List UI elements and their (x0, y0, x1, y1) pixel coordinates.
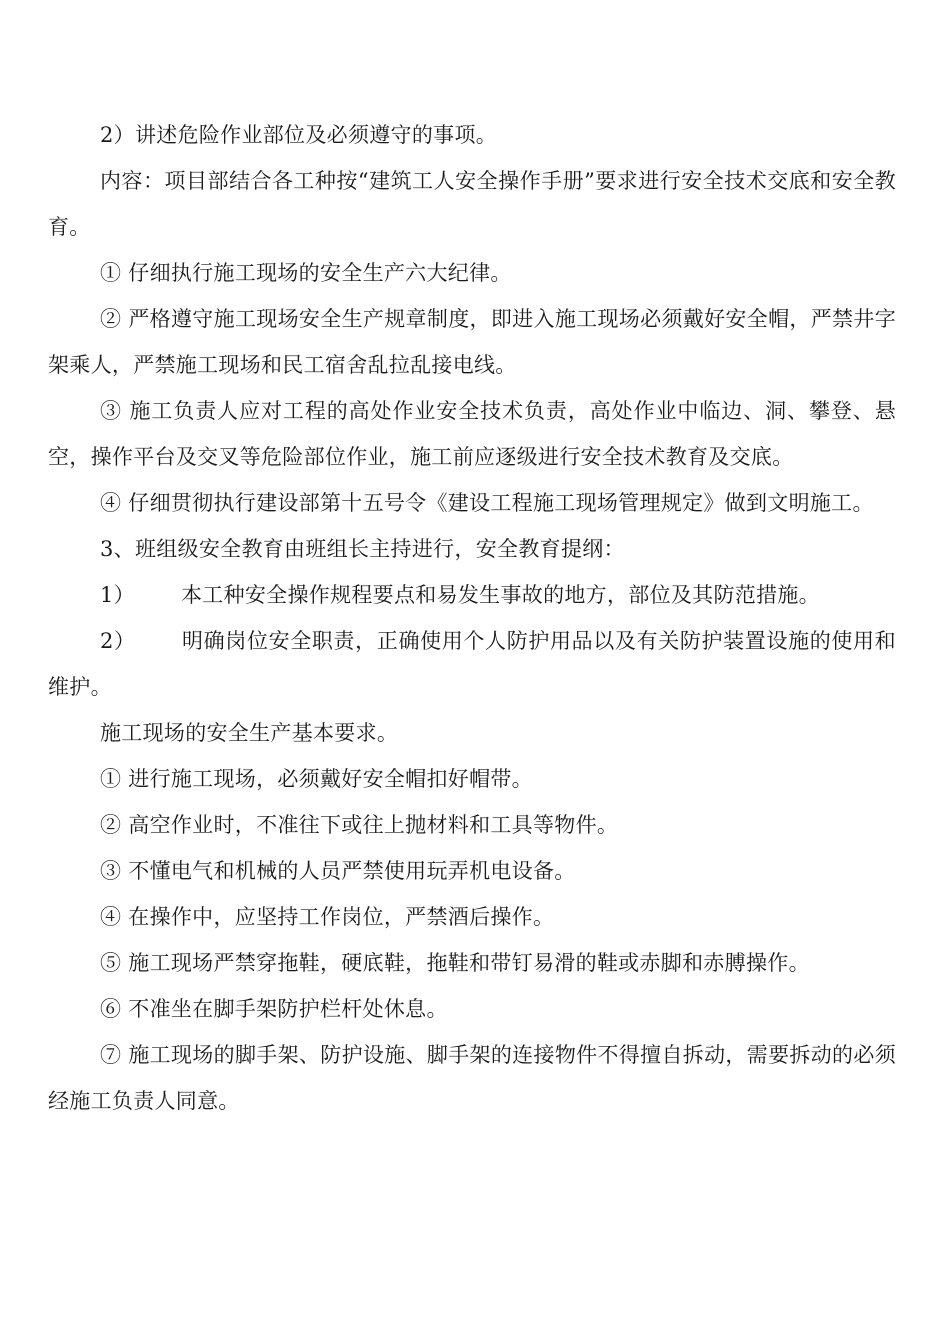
paragraph: 3、班组级安全教育由班组长主持进行，安全教育提纲： (100, 537, 625, 561)
paragraph: ② 严格遵守施工现场安全生产规章制度，即进入施工现场必须戴好安全帽，严禁井字架乘人，严禁施工现场和民工宿舍乱拉乱接电线。 (48, 307, 896, 377)
paragraph: ① 进行施工现场，必须戴好安全帽扣好帽带。 (100, 767, 533, 791)
list-item-text: 明确岗位安全职责，正确使用个人防护用品以及有关防护装置设施的使用和维护。 (48, 629, 896, 699)
list-item (48, 618, 896, 710)
paragraph: ③ 施工负责人应对工程的高处作业安全技术负责，高处作业中临边、洞、攀登、悬空，操作平台及交叉等危险部位作业，施工前应逐级进行安全技术教育及交底。 (48, 399, 896, 469)
document-body (48, 112, 896, 1124)
list-marker: 2） (100, 629, 136, 653)
list-item-text: 本工种安全操作规程要点和易发生事故的地方，部位及其防范措施。 (180, 583, 820, 607)
paragraph: 内容：项目部结合各工种按“建筑工人安全操作手册”要求进行安全技术交底和安全教育。 (48, 169, 896, 239)
paragraph: 2）讲述危险作业部位及必须遵守的事项。 (100, 123, 498, 147)
paragraph: 施工现场的安全生产基本要求。 (100, 721, 399, 745)
paragraph: ⑥ 不准坐在脚手架防护栏杆处休息。 (100, 997, 448, 1021)
list-item (48, 572, 896, 618)
paragraph: ④ 仔细贯彻执行建设部第十五号令《建设工程施工现场管理规定》做到文明施工。 (100, 491, 874, 515)
paragraph: ③ 不懂电气和机械的人员严禁使用玩弄机电设备。 (100, 859, 576, 883)
paragraph: ① 仔细执行施工现场的安全生产六大纪律。 (100, 261, 512, 285)
paragraph: ② 高空作业时，不准往下或往上抛材料和工具等物件。 (100, 813, 619, 837)
list-marker: 1） (100, 583, 135, 607)
paragraph: ⑤ 施工现场严禁穿拖鞋，硬底鞋，拖鞋和带钉易滑的鞋或赤脚和赤膊操作。 (100, 951, 810, 975)
paragraph: ⑦ 施工现场的脚手架、防护设施、脚手架的连接物件不得擅自拆动，需要拆动的必须经施工负责人同意。 (48, 1043, 896, 1113)
paragraph: ④ 在操作中，应坚持工作岗位，严禁酒后操作。 (100, 905, 555, 929)
